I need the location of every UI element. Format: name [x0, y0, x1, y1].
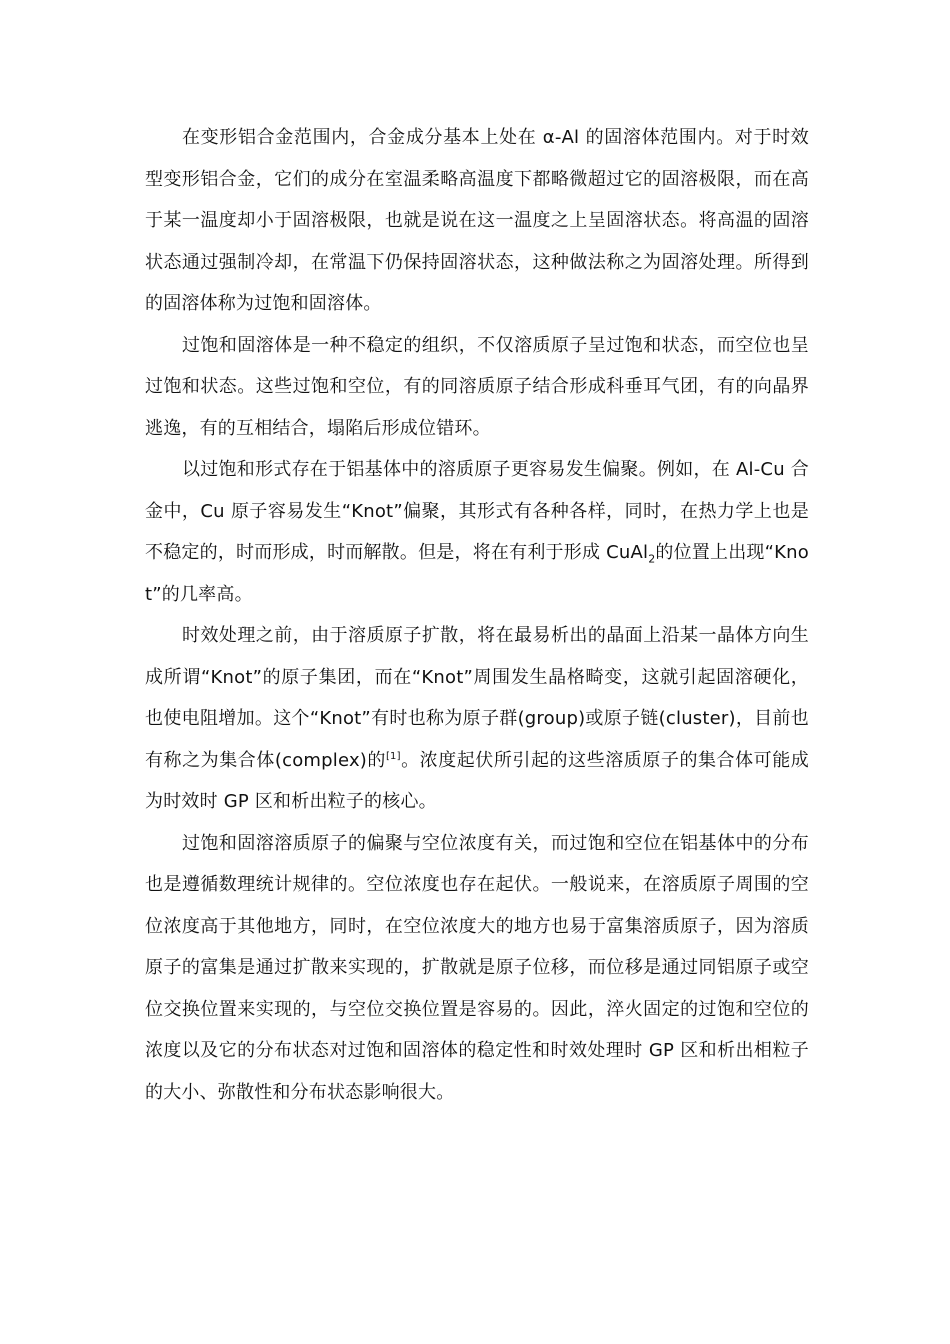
paragraph-5-text: 过饱和固溶溶质原子的偏聚与空位浓度有关，而过饱和空位在铝基体中的分布也是遵循数理统计规律的。空位浓度也存在起伏。一般说来，在溶质原子周围的空位浓度高于其他地方，同时，在空位浓度大的地方也易于富集溶质原子，因为溶质原子的富集是通过扩散来实现的，扩散就是原子位移，而位移是通过同铝原子或空位交换位置来实现的，与空位交换位置是容易的。因此，淬火固定的过饱和空位的浓度以及它的分布状态对过饱和固溶体的稳定性和时效处理时 GP 区和析出相粒子的大小、弥散性和分布状态影响很大。 — [145, 832, 809, 1103]
paragraph-5 — [145, 823, 809, 1114]
body-text — [145, 117, 809, 1113]
paragraph-2 — [145, 325, 809, 450]
paragraph-3-text-after: 的位置上出现“Knot”的几率高。 — [145, 542, 809, 605]
cual2-subscript: 2 — [648, 552, 656, 566]
paragraph-1 — [145, 117, 809, 325]
paragraph-4-text-before: 时效处理之前，由于溶质原子扩散，将在最易析出的晶面上沿某一晶体方向生成所谓“Knot”的原子集团，而在“Knot”周围发生晶格畸变，这就引起固溶硬化，也使电阻增加。这个“Knot”有时也称为原子群(group)或原子链(cluster)，目前也有称之为集合体(complex)的 — [145, 625, 809, 771]
paragraph-1-text: 在变形铝合金范围内，合金成分基本上处在 α-Al 的固溶体范围内。对于时效型变形铝合金，它们的成分在室温柔略高温度下都略微超过它的固溶极限，而在高于某一温度却小于固溶极限，也就是说在这一温度之上呈固溶状态。将高温的固溶状态通过强制冷却，在常温下仍保持固溶状态，这种做法称之为固溶处理。所得到的固溶体称为过饱和固溶体。 — [145, 127, 809, 314]
paragraph-3 — [145, 449, 809, 615]
paragraph-4-text-after: 。浓度起伏所引起的这些溶质原子的集合体可能成为时效时 GP 区和析出粒子的核心。 — [145, 749, 809, 812]
citation-reference: [1] — [385, 750, 401, 762]
paragraph-4 — [145, 615, 809, 823]
paragraph-3-text-before: 以过饱和形式存在于铝基体中的溶质原子更容易发生偏聚。例如，在 Al-Cu 合金中，Cu 原子容易发生“Knot”偏聚，其形式有各种各样，同时，在热力学上也是不稳定的，时而形成，时而解散。但是，将在有利于形成 CuAl — [145, 459, 809, 563]
paragraph-2-text: 过饱和固溶体是一种不稳定的组织，不仅溶质原子呈过饱和状态，而空位也呈过饱和状态。这些过饱和空位，有的同溶质原子结合形成科垂耳气团，有的向晶界逃逸，有的互相结合，塌陷后形成位错环。 — [145, 334, 809, 439]
